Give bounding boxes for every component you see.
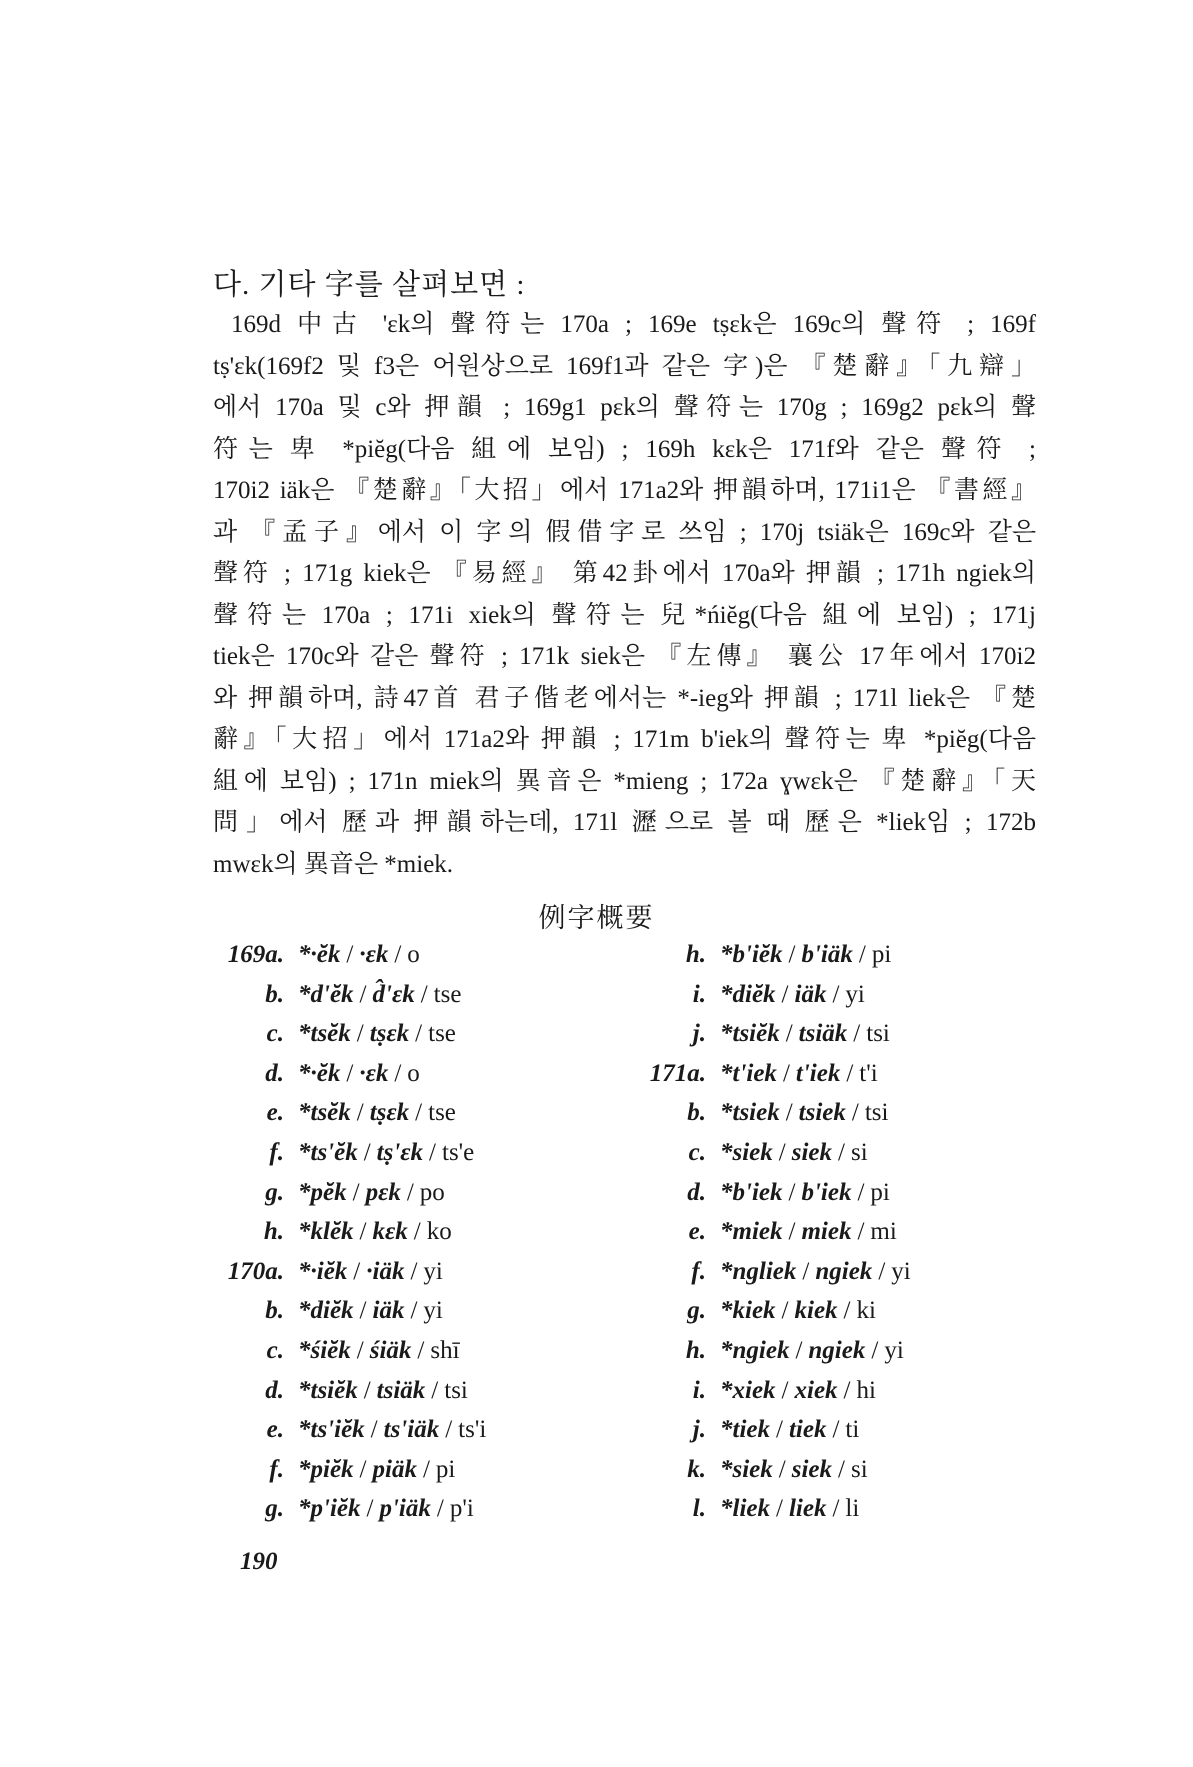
- modern-reading: ts'i: [458, 1416, 487, 1444]
- middle-form: kɛk: [372, 1218, 408, 1246]
- middle-form: ·ɛk: [359, 1059, 389, 1087]
- ancient-form: *kiek: [720, 1297, 776, 1325]
- modern-reading: li: [845, 1495, 860, 1523]
- ancient-form: *·ĕk: [298, 941, 341, 968]
- separator: /: [788, 941, 796, 968]
- middle-form: tṣɛk: [369, 1020, 410, 1048]
- separator: /: [431, 1376, 439, 1404]
- modern-reading: si: [850, 1455, 868, 1483]
- row-label: f.: [269, 1455, 284, 1483]
- table-row: [213, 1054, 643, 1094]
- modern-reading: ts'e: [442, 1138, 475, 1166]
- modern-reading: tse: [428, 1020, 456, 1048]
- ancient-form: *ngiek: [720, 1336, 790, 1364]
- table-row: [213, 975, 643, 1015]
- paragraph-line: 符는 卑 *piĕg(다음 組에 보임) ; 169h kɛk은 171f와 같은 聲符 ;: [213, 435, 1036, 463]
- table-row: [625, 1133, 1055, 1173]
- separator: /: [359, 1455, 367, 1483]
- section-heading: 다. 기타 字를 살펴보면 :: [213, 269, 526, 301]
- middle-form: tsiäk: [798, 1020, 848, 1048]
- table-row: [213, 1489, 643, 1529]
- separator: /: [776, 1416, 783, 1444]
- modern-reading: si: [850, 1138, 868, 1166]
- modern-reading: t'i: [859, 1059, 878, 1087]
- modern-reading: o: [407, 1059, 420, 1087]
- separator: /: [778, 1138, 786, 1166]
- row-label: g.: [687, 1297, 706, 1325]
- row-label: c.: [266, 1020, 284, 1048]
- row-label: b.: [265, 1297, 284, 1325]
- middle-form: siek: [791, 1138, 833, 1166]
- separator: /: [832, 1416, 840, 1444]
- ancient-form: *b'iĕk: [720, 941, 783, 968]
- middle-form: kiek: [794, 1297, 838, 1325]
- table-row: [213, 1173, 643, 1213]
- ancient-form: *tsiĕk: [298, 1376, 358, 1404]
- row-label: j.: [692, 1020, 706, 1048]
- modern-reading: ti: [845, 1416, 860, 1444]
- separator: /: [782, 1059, 790, 1087]
- table-row: [625, 1173, 1055, 1213]
- row-label: d.: [265, 1376, 284, 1404]
- paragraph-line: 과 『孟子』에서 이 字의 假借字로 쓰임 ; 170j tsiäk은 169c와 같은: [213, 518, 1036, 546]
- separator: /: [346, 941, 354, 968]
- modern-reading: pi: [871, 941, 892, 968]
- separator: /: [781, 1376, 789, 1404]
- ancient-form: *siek: [720, 1455, 773, 1483]
- row-label: 170a.: [227, 1257, 284, 1285]
- table-row: [625, 1054, 1055, 1094]
- middle-form: d̂'ɛk: [372, 980, 415, 1008]
- row-label: h.: [685, 941, 706, 968]
- separator: /: [785, 1020, 793, 1048]
- modern-reading: yi: [423, 1297, 443, 1325]
- separator: /: [410, 1257, 418, 1285]
- ancient-form: *tsĕk: [298, 1099, 351, 1127]
- middle-form: xiek: [794, 1376, 838, 1404]
- middle-form: tsiäk: [376, 1376, 426, 1404]
- middle-form: tiek: [788, 1416, 827, 1444]
- ancient-form: *·iĕk: [298, 1257, 348, 1285]
- table-row: [213, 1014, 643, 1054]
- separator: /: [838, 1455, 845, 1483]
- separator: /: [415, 1020, 423, 1048]
- ancient-form: *ts'ĕk: [298, 1138, 358, 1166]
- table-title: 例字概要: [538, 903, 655, 933]
- table-row: [625, 1252, 1055, 1292]
- middle-form: pɛk: [365, 1178, 401, 1206]
- modern-reading: ki: [856, 1297, 876, 1325]
- middle-form: tsiek: [798, 1099, 846, 1127]
- table-row: [625, 1212, 1055, 1252]
- modern-reading: ko: [426, 1218, 452, 1246]
- modern-reading: pi: [435, 1455, 456, 1483]
- ancient-form: *d'ĕk: [298, 980, 354, 1008]
- modern-reading: yi: [845, 980, 865, 1008]
- modern-reading: p'i: [449, 1495, 474, 1523]
- modern-reading: yi: [423, 1257, 443, 1285]
- middle-form: ngiek: [815, 1257, 873, 1285]
- separator: /: [356, 1020, 364, 1048]
- modern-reading: tsi: [864, 1099, 889, 1127]
- separator: /: [415, 1099, 423, 1127]
- table-row: [213, 1331, 643, 1371]
- table-row: [213, 935, 643, 975]
- separator: /: [785, 1099, 793, 1127]
- separator: /: [832, 980, 840, 1008]
- row-label: d.: [687, 1178, 706, 1206]
- middle-form: siek: [791, 1455, 833, 1483]
- separator: /: [832, 1495, 840, 1523]
- table-row: [625, 1331, 1055, 1371]
- separator: /: [871, 1336, 879, 1364]
- ancient-form: *tiek: [720, 1416, 770, 1444]
- row-label: l.: [692, 1495, 706, 1523]
- ancient-form: *ngliek: [720, 1257, 797, 1285]
- middle-form: ts'iäk: [383, 1416, 440, 1444]
- ancient-form: *klĕk: [298, 1218, 354, 1246]
- row-label: k.: [687, 1455, 706, 1483]
- separator: /: [429, 1138, 436, 1166]
- middle-form: iäk: [794, 980, 827, 1008]
- separator: /: [788, 1178, 796, 1206]
- ancient-form: *diĕk: [720, 980, 776, 1008]
- modern-reading: tse: [428, 1099, 456, 1127]
- separator: /: [366, 1495, 374, 1523]
- modern-reading: o: [407, 941, 420, 968]
- separator: /: [370, 1416, 378, 1444]
- row-label: h.: [263, 1218, 284, 1246]
- middle-form: b'iek: [801, 1178, 852, 1206]
- table-row: [625, 975, 1055, 1015]
- separator: /: [356, 1336, 364, 1364]
- separator: /: [406, 1178, 414, 1206]
- middle-form: liek: [788, 1495, 827, 1523]
- middle-form: b'iäk: [801, 941, 853, 968]
- row-label: h.: [685, 1336, 706, 1364]
- modern-reading: shī: [430, 1336, 460, 1364]
- paragraph-line: tiek은 170c와 같은 聲符 ; 171k siek은 『左傳』 襄公 17年에서 170i2: [213, 643, 1036, 670]
- separator: /: [352, 1178, 360, 1206]
- separator: /: [436, 1495, 444, 1523]
- row-label: e.: [266, 1416, 284, 1444]
- separator: /: [363, 1376, 371, 1404]
- ancient-form: *pĕk: [298, 1178, 347, 1206]
- table-row: [625, 1014, 1055, 1054]
- separator: /: [445, 1416, 453, 1444]
- separator: /: [857, 1218, 865, 1246]
- table-row: [625, 1410, 1055, 1450]
- modern-reading: tsi: [444, 1376, 468, 1404]
- table-row: [625, 1093, 1055, 1133]
- ancient-form: *śiĕk: [298, 1336, 351, 1364]
- ancient-form: *ts'iĕk: [298, 1416, 365, 1444]
- separator: /: [795, 1336, 803, 1364]
- modern-reading: yi: [891, 1257, 911, 1285]
- separator: /: [781, 1297, 789, 1325]
- modern-reading: tsi: [866, 1020, 890, 1048]
- row-label: i.: [692, 1376, 706, 1404]
- paragraph-line: 169d 中古 'ɛk의 聲符는 170a ; 169e tṣɛk은 169c의 聲符 ; 169f: [231, 311, 1036, 338]
- paragraph-line: 聲符 ; 171g kiek은 『易經』 第42卦에서 170a와 押韻 ; 171h ngiek의: [213, 560, 1036, 587]
- row-label: d.: [265, 1059, 284, 1087]
- middle-form: p'iäk: [379, 1495, 431, 1523]
- row-label: f.: [691, 1257, 706, 1285]
- ancient-form: *tsiĕk: [720, 1020, 780, 1048]
- row-label: i.: [692, 980, 706, 1008]
- row-label: 169a.: [227, 941, 284, 968]
- row-label: 171a.: [649, 1059, 706, 1087]
- separator: /: [851, 1099, 859, 1127]
- separator: /: [838, 1138, 845, 1166]
- ancient-form: *diĕk: [298, 1297, 354, 1325]
- separator: /: [781, 980, 789, 1008]
- separator: /: [394, 941, 402, 968]
- separator: /: [788, 1218, 796, 1246]
- paragraph-line: 에서 170a 및 c와 押韻 ; 169g1 pɛk의 聲符는 170g ; 169g2 pɛk의 聲: [213, 394, 1036, 421]
- ancient-form: *siek: [720, 1138, 773, 1166]
- middle-form: miek: [801, 1218, 852, 1246]
- separator: /: [853, 1020, 861, 1048]
- ancient-form: *miek: [720, 1218, 783, 1246]
- table-row: [625, 935, 1055, 975]
- row-label: c.: [266, 1336, 284, 1364]
- separator: /: [363, 1138, 371, 1166]
- ancient-form: *p'iĕk: [298, 1495, 361, 1523]
- table-column-right: [625, 935, 1055, 1529]
- middle-form: piäk: [372, 1455, 417, 1483]
- middle-form: tṣ'ɛk: [376, 1138, 424, 1166]
- modern-reading: pi: [870, 1178, 890, 1206]
- row-label: b.: [265, 980, 284, 1008]
- separator: /: [394, 1059, 402, 1087]
- table-row: [213, 1093, 643, 1133]
- paragraph-line: 170i2 iäk은 『楚辭』「大招」에서 171a2와 押韻하며, 171i1은 『書經』: [213, 477, 1036, 504]
- separator: /: [776, 1495, 783, 1523]
- row-label: c.: [688, 1138, 706, 1166]
- table-row: [213, 1291, 643, 1331]
- table-row: [213, 1371, 643, 1411]
- row-label: j.: [692, 1416, 706, 1444]
- ancient-form: *tsiek: [720, 1099, 780, 1127]
- ancient-form: *piĕk: [298, 1455, 354, 1483]
- modern-reading: mi: [870, 1218, 897, 1246]
- middle-form: ngiek: [808, 1336, 866, 1364]
- row-label: g.: [265, 1495, 284, 1523]
- modern-reading: po: [419, 1178, 445, 1206]
- modern-reading: tse: [433, 980, 462, 1008]
- middle-form: tṣɛk: [369, 1099, 410, 1127]
- ancient-form: *·ĕk: [298, 1059, 341, 1087]
- page-number: 190: [240, 1548, 278, 1575]
- separator: /: [846, 1059, 854, 1087]
- row-label: f.: [269, 1138, 284, 1166]
- paragraph-line: mwɛk의 異音은 *miek.: [213, 850, 454, 878]
- separator: /: [843, 1376, 851, 1404]
- separator: /: [857, 1178, 865, 1206]
- separator: /: [353, 1257, 361, 1285]
- paragraph-line: 와 押韻하며, 詩47首 君子偕老에서는 *-ieg와 押韻 ; 171l liek은 『楚: [213, 684, 1036, 712]
- modern-reading: yi: [884, 1336, 904, 1364]
- middle-form: śiäk: [369, 1336, 412, 1364]
- separator: /: [878, 1257, 886, 1285]
- separator: /: [410, 1297, 418, 1325]
- body-paragraph: [213, 304, 1036, 885]
- table-row: [213, 1133, 643, 1173]
- middle-form: iäk: [372, 1297, 405, 1325]
- separator: /: [346, 1059, 354, 1087]
- table-row: [625, 1489, 1055, 1529]
- separator: /: [778, 1455, 786, 1483]
- separator: /: [359, 1218, 367, 1246]
- separator: /: [843, 1297, 851, 1325]
- table-row: [213, 1252, 643, 1292]
- paragraph-line: 辭』「大招」에서 171a2와 押韻 ; 171m b'iek의 聲符는 卑 *piĕg(다음: [213, 726, 1036, 753]
- ancient-form: *xiek: [720, 1376, 776, 1404]
- row-label: g.: [265, 1178, 284, 1206]
- separator: /: [413, 1218, 421, 1246]
- ancient-form: *liek: [720, 1495, 770, 1523]
- middle-form: ·iäk: [366, 1257, 405, 1285]
- separator: /: [858, 941, 866, 968]
- row-label: b.: [687, 1099, 706, 1127]
- table-row: [625, 1291, 1055, 1331]
- table-row: [625, 1450, 1055, 1490]
- table-row: [213, 1450, 643, 1490]
- separator: /: [359, 1297, 367, 1325]
- separator: /: [359, 980, 367, 1008]
- separator: /: [422, 1455, 430, 1483]
- row-label: e.: [688, 1218, 706, 1246]
- table-row: [213, 1212, 643, 1252]
- row-label: e.: [266, 1099, 284, 1127]
- separator: /: [356, 1099, 364, 1127]
- middle-form: t'iek: [795, 1059, 841, 1087]
- table-column-left: [213, 935, 643, 1529]
- ancient-form: *b'iek: [720, 1178, 783, 1206]
- paragraph-line: tṣ'ɛk(169f2 및 f3은 어원상으로 169f1과 같은 字)은 『楚辭』「九辯」: [213, 352, 1036, 380]
- modern-reading: hi: [856, 1376, 876, 1404]
- paragraph-line: 組에 보임) ; 171n miek의 異音은 *mieng ; 172a ɣwɛk은 『楚辭』「天: [213, 767, 1036, 795]
- table-row: [625, 1371, 1055, 1411]
- separator: /: [802, 1257, 810, 1285]
- middle-form: ·ɛk: [359, 941, 389, 968]
- separator: /: [417, 1336, 425, 1364]
- separator: /: [420, 980, 428, 1008]
- ancient-form: *t'iek: [720, 1059, 777, 1087]
- paragraph-line: 問」에서 歷과 押韻하는데, 171l 瀝으로 볼 때 歷은 *liek임 ; 172b: [213, 809, 1036, 836]
- table-row: [213, 1410, 643, 1450]
- ancient-form: *tsĕk: [298, 1020, 351, 1048]
- paragraph-line: 聲符는 170a ; 171i xiek의 聲符는 兒*ńiĕg(다음 組에 보임) ; 171j: [213, 601, 1036, 629]
